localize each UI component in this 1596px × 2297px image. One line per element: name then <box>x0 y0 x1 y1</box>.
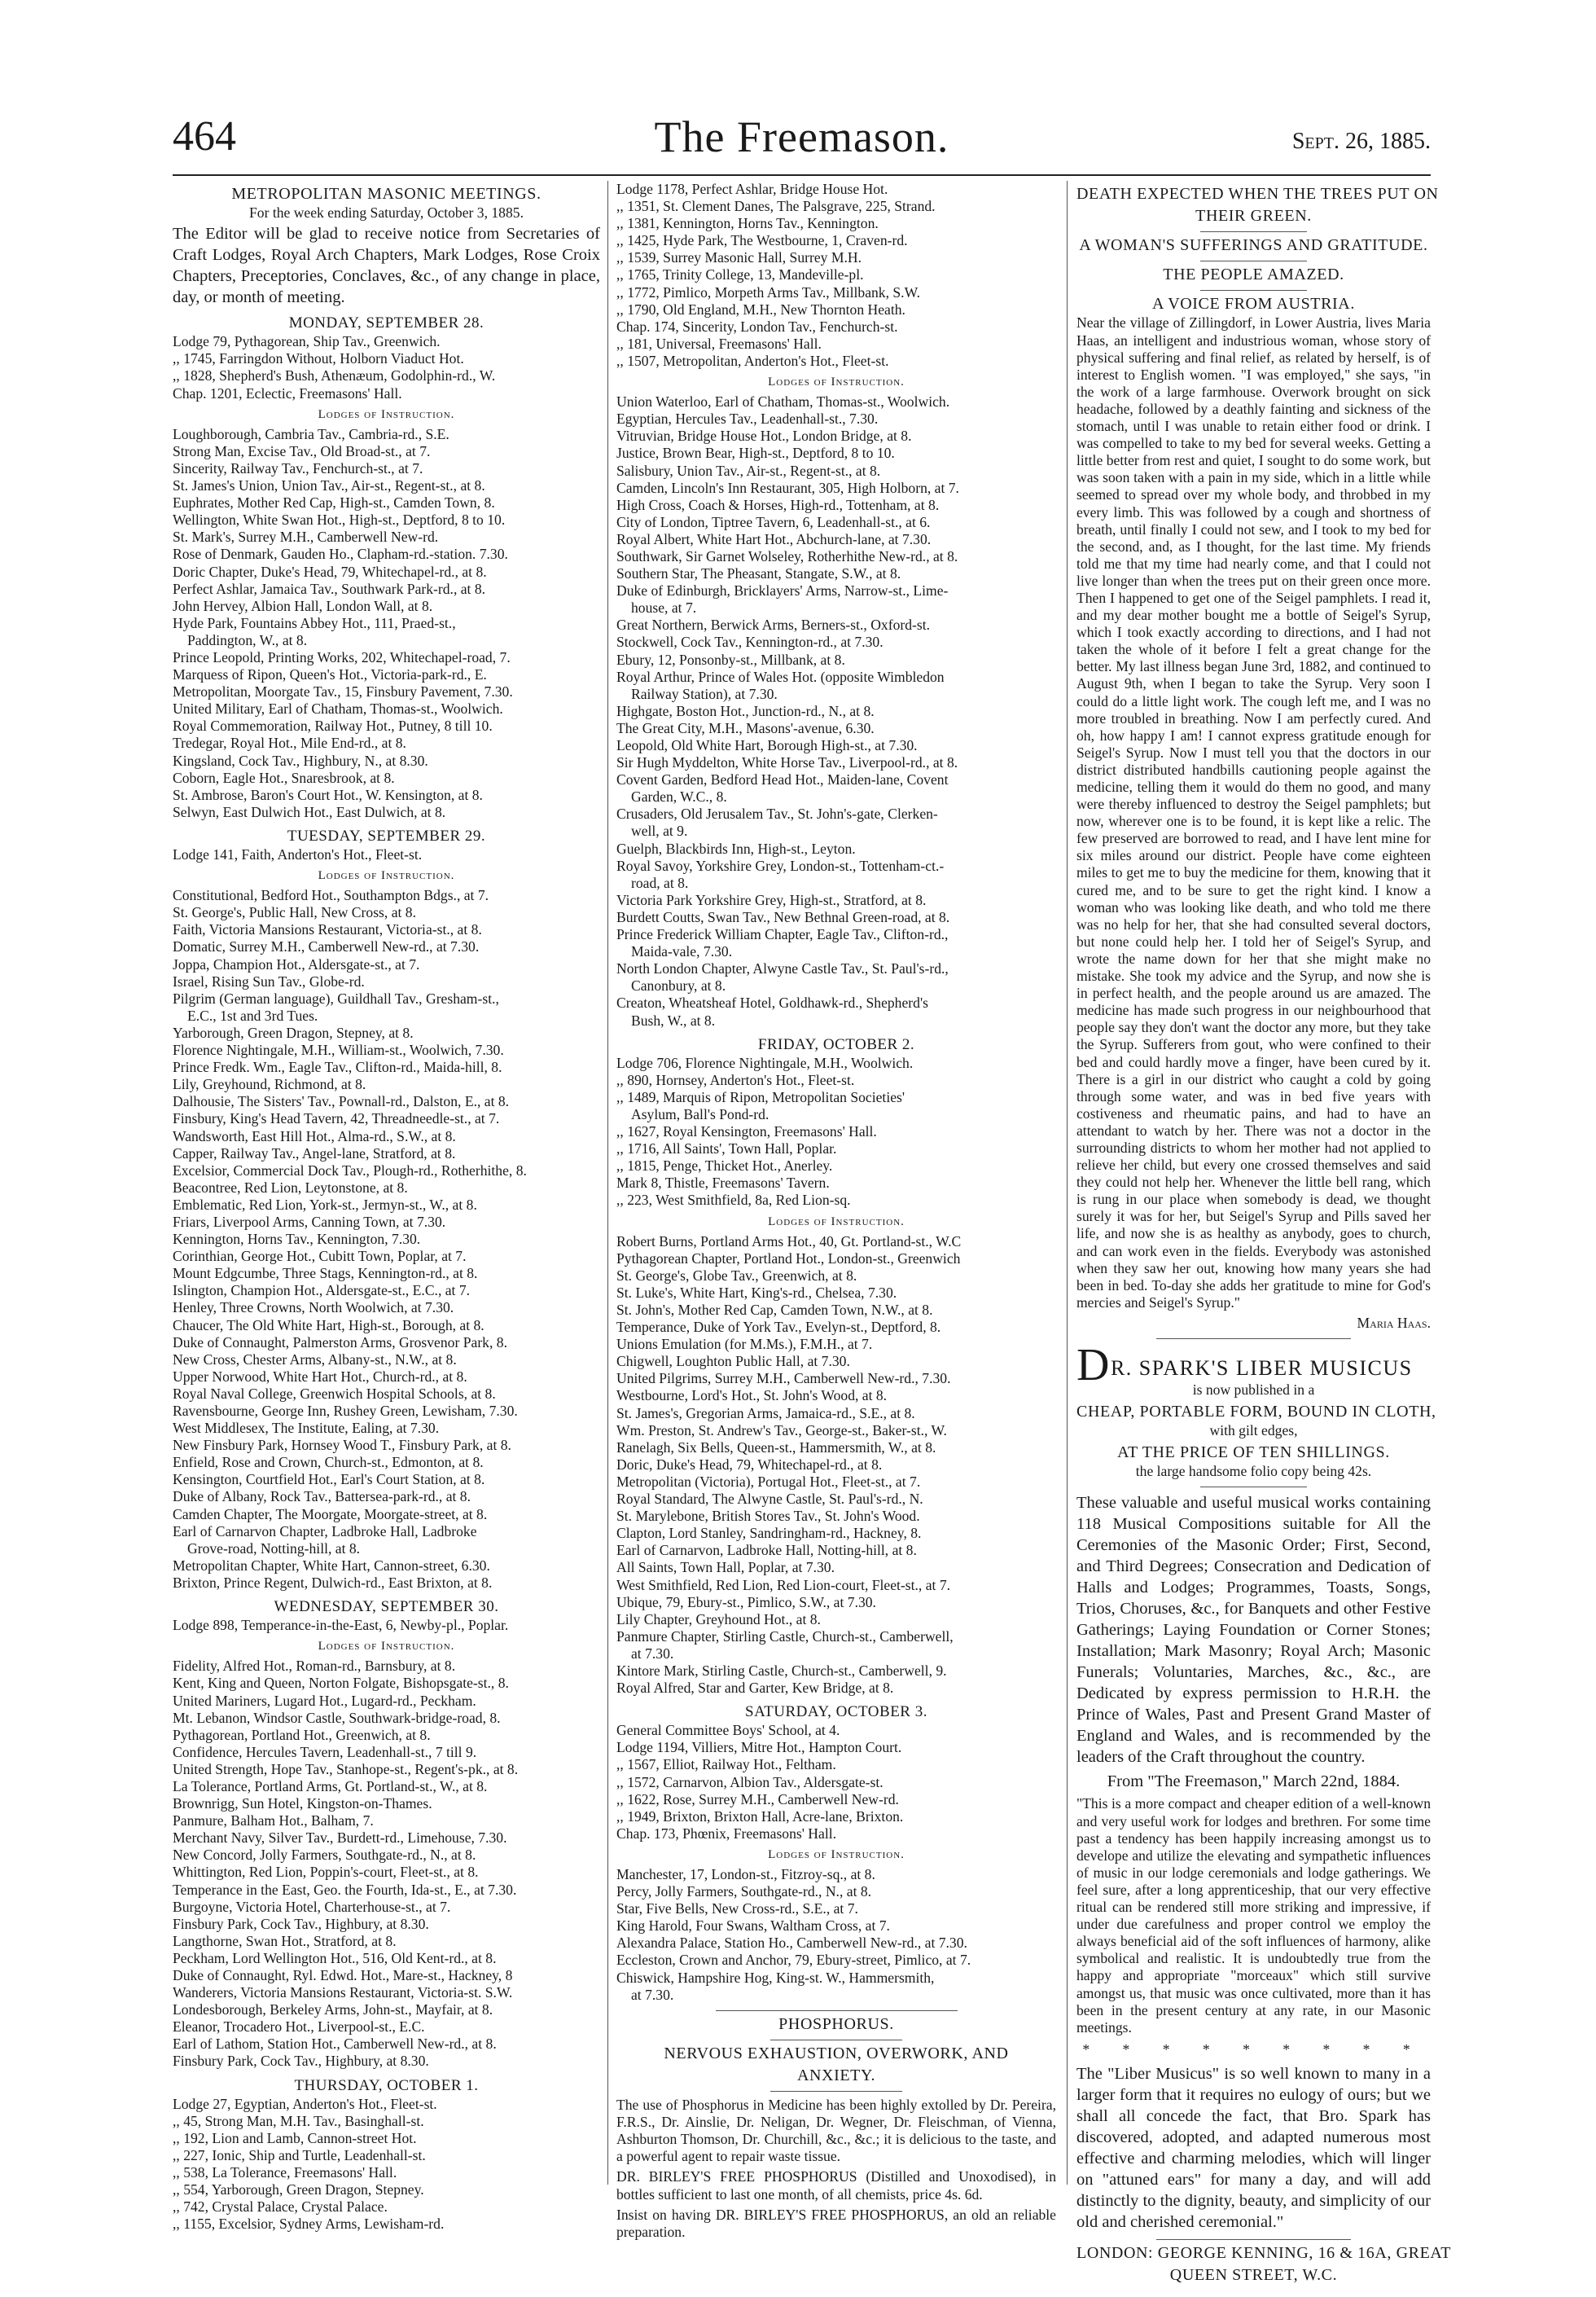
listing-line: Mt. Lebanon, Windsor Castle, Southwark-bridge-road, 8. <box>173 1709 501 1726</box>
listing-line: Camden Chapter, The Moorgate, Moorgate-street, at 8. <box>173 1505 488 1522</box>
section-stars: * * * * * * * * * <box>1082 2040 1425 2058</box>
separator-rule <box>770 2091 902 2092</box>
listing-line: Lodge 27, Egyptian, Anderton's Hot., Fleet-st. <box>173 2095 437 2112</box>
section-heading: ANXIETY. <box>796 2066 876 2084</box>
centered-text: For the week ending Saturday, October 3, 1885. <box>249 204 524 222</box>
listing-line: Ebury, 12, Ponsonby-st., Millbank, at 8. <box>616 651 845 668</box>
listing-line: Royal Standard, The Alwyne Castle, St. Paul's-rd., N. <box>616 1491 923 1508</box>
day-heading: THURSDAY, OCTOBER 1. <box>294 2076 479 2094</box>
listing-continuation: at 7.30. <box>631 1986 674 2003</box>
listing-line: Kingsland, Cock Tav., Highbury, N., at 8.30. <box>173 752 428 769</box>
day-heading: MONDAY, SEPTEMBER 28. <box>288 314 484 332</box>
listing-line: Union Waterloo, Earl of Chatham, Thomas-st., Woolwich. <box>616 393 950 411</box>
section-heading: LONDON: GEORGE KENNING, 16 & 16A, GREAT <box>1076 2243 1452 2262</box>
listing-line: La Tolerance, Portland Arms, Gt. Portland-st., W., at 8. <box>173 1777 488 1794</box>
listing-line: ,, 45, Strong Man, M.H. Tav., Basinghall-st. <box>173 2112 424 2129</box>
listing-line: Highgate, Boston Hot., Junction-rd., N., at 8. <box>616 702 875 719</box>
listing-line: Sincerity, Railway Tav., Fenchurch-st., at 7. <box>173 459 423 477</box>
listing-line: Excelsior, Commercial Dock Tav., Plough-rd., Rotherhithe, 8. <box>173 1162 527 1179</box>
listing-line: Loughborough, Cambria Tav., Cambria-rd., S.E. <box>173 425 449 442</box>
listing-line: Unions Emulation (for M.Ms.), F.M.H., at 7. <box>616 1336 873 1353</box>
signature: Maria Haas. <box>1357 1314 1431 1331</box>
centered-text: From "The Freemason," March 22nd, 1884. <box>1107 1772 1401 1791</box>
listing-line: Prince Leopold, Printing Works, 202, Whitechapel-road, 7. <box>173 648 511 665</box>
listing-continuation: well, at 9. <box>631 823 688 840</box>
listing-line: Rose of Denmark, Gauden Ho., Clapham-rd.-station. 7.30. <box>173 546 508 563</box>
listing-line: St. John's, Mother Red Cap, Camden Town, N.W., at 8. <box>616 1302 933 1318</box>
listing-line: Lodge 1178, Perfect Ashlar, Bridge House Hot. <box>616 181 888 197</box>
separator-rule <box>1156 2239 1351 2240</box>
listing-line: Brownrigg, Sun Hotel, Kingston-on-Thames. <box>173 1795 432 1812</box>
listing-line: Vitruvian, Bridge House Hot., London Bridge, at 8. <box>616 428 912 445</box>
listing-line: United Mariners, Lugard Hot., Lugard-rd., Peckham. <box>173 1692 476 1709</box>
listing-line: Whittington, Red Lion, Poppin's-court, Fleet-st., at 8. <box>173 1864 479 1881</box>
subsection-heading: Lodges of Instruction. <box>318 869 455 883</box>
column-divider <box>607 181 608 2185</box>
listing-line: Earl of Lathom, Station Hot., Camberwell New-rd., at 8. <box>173 2036 497 2053</box>
listing-line: Creaton, Wheatsheaf Hotel, Goldhawk-rd., Shepherd's <box>616 995 928 1012</box>
listing-line: ,, 1539, Surrey Masonic Hall, Surrey M.H. <box>616 249 862 266</box>
listing-line: ,, 1567, Elliot, Railway Hot., Feltham. <box>616 1756 836 1773</box>
listing-line: ,, 1381, Kennington, Horns Tav., Kennington. <box>616 215 879 232</box>
listing-line: ,, 1351, St. Clement Danes, The Palsgrave, 225, Strand. <box>616 198 936 215</box>
masthead-rule <box>173 174 1431 176</box>
listing-line: Upper Norwood, White Hart Hot., Church-rd., at 8. <box>173 1368 467 1385</box>
listing-line: ,, 1627, Royal Kensington, Freemasons' Hall. <box>616 1123 877 1140</box>
listing-line: Prince Frederick William Chapter, Eagle Tav., Clifton-rd., <box>616 926 949 943</box>
listing-line: Chiswick, Hampshire Hog, King-st. W., Hammersmith, <box>616 1969 935 1986</box>
listing-line: Covent Garden, Bedford Head Hot., Maiden-lane, Covent <box>616 771 949 788</box>
paragraph: DR. BIRLEY'S FREE PHOSPHORUS (Distilled and Unoxodised), in bottles sufficient to last one month, of all chemists, price 4s. 6d. <box>616 2168 1056 2203</box>
newspaper-title: The Freemason. <box>654 112 949 161</box>
listing-line: New Finsbury Park, Hornsey Wood T., Finsbury Park, at 8. <box>173 1437 511 1454</box>
listing-line: Kensington, Courtfield Hot., Earl's Court Station, at 8. <box>173 1471 485 1488</box>
listing-line: Doric Chapter, Duke's Head, 79, Whitechapel-rd., at 8. <box>173 563 487 580</box>
listing-line: St. George's, Globe Tav., Greenwich, at 8. <box>616 1267 857 1284</box>
section-heading: METROPOLITAN MASONIC MEETINGS. <box>231 185 542 203</box>
listing-continuation: Paddington, W., at 8. <box>187 631 308 648</box>
listing-line: Kent, King and Queen, Norton Folgate, Bishopsgate-st., 8. <box>173 1675 509 1692</box>
paragraph: The Editor will be glad to receive notice from Secretaries of Craft Lodges, Royal Arch Chapters, Mark Lodges, Rose Croix Chapters, Preceptories, Conclaves, &c., of any change in place, day, or month of meeting. <box>173 225 600 307</box>
listing-line: Manchester, 17, London-st., Fitzroy-sq., at 8. <box>616 1866 875 1882</box>
listing-line: Florence Nightingale, M.H., William-st., Woolwich, 7.30. <box>173 1042 504 1059</box>
listing-line: Burgoyne, Victoria Hotel, Charterhouse-st., at 7. <box>173 1898 451 1915</box>
listing-line: Star, Five Bells, New Cross-rd., S.E., at 7. <box>616 1900 858 1917</box>
listing-line: Stockwell, Cock Tav., Kennington-rd., at 7.30. <box>616 634 884 651</box>
paragraph: Insist on having DR. BIRLEY'S FREE PHOSPHORUS, an old an reliable preparation. <box>616 2206 1056 2240</box>
listing-line: ,, 1745, Farringdon Without, Holborn Viaduct Hot. <box>173 350 464 367</box>
listing-line: Justice, Brown Bear, High-st., Deptford, 8 to 10. <box>616 445 895 462</box>
listing-line: ,, 1790, Old England, M.H., New Thornton Heath. <box>616 301 905 318</box>
listing-line: John Hervey, Albion Hall, London Wall, at 8. <box>173 597 433 614</box>
centered-text: the large handsome folio copy being 42s. <box>1135 1463 1372 1480</box>
listing-continuation: road, at 8. <box>631 874 689 891</box>
listing-line: High Cross, Coach & Horses, High-rd., Tottenham, at 8. <box>616 496 940 513</box>
listing-line: Eleanor, Trocadero Hot., Liverpool-st., E.C. <box>173 2018 425 2036</box>
listing-line: ,, 1507, Metropolitan, Anderton's Hot., Fleet-st. <box>616 352 889 369</box>
listing-line: Ubique, 79, Ebury-st., Pimlico, S.W., at 7.30. <box>616 1593 876 1610</box>
listing-line: Wandsworth, East Hill Hot., Alma-rd., S.W., at 8. <box>173 1127 456 1144</box>
listing-line: Brixton, Prince Regent, Dulwich-rd., East Brixton, at 8. <box>173 1574 493 1591</box>
listing-line: Israel, Rising Sun Tav., Globe-rd. <box>173 973 365 990</box>
listing-line: Lodge 141, Faith, Anderton's Hot., Fleet-st. <box>173 846 423 863</box>
listing-continuation: Asylum, Ball's Pond-rd. <box>631 1105 770 1122</box>
listing-line: Domatic, Surrey M.H., Camberwell New-rd., at 7.30. <box>173 938 480 955</box>
listing-line: Victoria Park Yorkshire Grey, High-st., Stratford, at 8. <box>616 891 927 908</box>
section-heading: THE PEOPLE AMAZED. <box>1163 266 1344 284</box>
listing-line: General Committee Boys' School, at 4. <box>616 1722 840 1739</box>
listing-line: Chigwell, Loughton Public Hall, at 7.30. <box>616 1353 850 1370</box>
listing-line: Islington, Champion Hot., Aldersgate-st., E.C., at 7. <box>173 1282 471 1299</box>
listing-line: ,, 223, West Smithfield, 8a, Red Lion-sq. <box>616 1192 851 1209</box>
listing-line: Wm. Preston, St. Andrew's Tav., George-st., Baker-st., W. <box>616 1421 947 1438</box>
listing-line: Guelph, Blackbirds Inn, High-st., Leyton. <box>616 840 856 857</box>
section-heading: QUEEN STREET, W.C. <box>1169 2265 1338 2284</box>
listing-line: Coborn, Eagle Hot., Snaresbrook, at 8. <box>173 769 395 786</box>
listing-line: Duke of Connaught, Palmerston Arms, Grosvenor Park, 8. <box>173 1333 507 1351</box>
listing-line: Royal Commemoration, Railway Hot., Putney, 8 till 10. <box>173 718 493 735</box>
listing-line: Londesborough, Berkeley Arms, John-st., Mayfair, at 8. <box>173 2001 493 2018</box>
section-heading: NERVOUS EXHAUSTION, OVERWORK, AND <box>664 2044 1009 2062</box>
listing-continuation: Maida-vale, 7.30. <box>631 943 733 960</box>
listing-line: St. Mark's, Surrey M.H., Camberwell New-rd. <box>173 529 439 546</box>
listing-line: City of London, Tiptree Tavern, 6, Leadenhall-st., at 6. <box>616 513 931 530</box>
listing-line: All Saints, Town Hall, Poplar, at 7.30. <box>616 1559 835 1576</box>
column-left <box>173 181 600 2233</box>
listing-line: Finsbury Park, Cock Tav., Highbury, at 8.30. <box>173 2053 429 2070</box>
listing-line: Duke of Connaught, Ryl. Edwd. Hot., Mare-st., Hackney, 8 <box>173 1967 513 1983</box>
column-divider <box>1067 181 1068 2185</box>
listing-line: Enfield, Rose and Crown, Church-st., Edmonton, at 8. <box>173 1454 484 1471</box>
listing-line: Earl of Carnarvon Chapter, Ladbroke Hall, Ladbroke <box>173 1522 477 1539</box>
listing-line: Temperance, Duke of York Tav., Evelyn-st., Deptford, 8. <box>616 1319 941 1336</box>
listing-line: Beacontree, Red Lion, Leytonstone, at 8. <box>173 1179 408 1196</box>
listing-line: St. James's Union, Union Tav., Air-st., Regent-st., at 8. <box>173 477 485 494</box>
listing-line: Marquess of Ripon, Queen's Hot., Victoria-park-rd., E. <box>173 666 487 683</box>
column-right <box>1076 181 1452 2286</box>
listing-line: Euphrates, Mother Red Cap, High-st., Camden Town, 8. <box>173 494 495 512</box>
listing-line: Yarborough, Green Dragon, Stepney, at 8. <box>173 1024 414 1041</box>
listing-line: Perfect Ashlar, Jamaica Tav., Southwark Park-rd., at 8. <box>173 580 486 597</box>
listing-line: Fidelity, Alfred Hot., Roman-rd., Barnsbury, at 8. <box>173 1658 456 1675</box>
listing-line: Confidence, Hercules Tavern, Leadenhall-st., 7 till 9. <box>173 1743 477 1760</box>
listing-line: ,, 554, Yarborough, Green Dragon, Stepney. <box>173 2181 424 2198</box>
issue-date: Sept. 26, 1885. <box>1291 129 1431 154</box>
listing-line: Lily, Greyhound, Richmond, at 8. <box>173 1076 366 1093</box>
listing-line: Hyde Park, Fountains Abbey Hot., 111, Praed-st., <box>173 614 456 631</box>
subsection-heading: Lodges of Instruction. <box>768 1214 905 1228</box>
listing-line: Metropolitan Chapter, White Hart, Cannon-street, 6.30. <box>173 1557 490 1574</box>
listing-line: Selwyn, East Dulwich Hot., East Dulwich, at 8. <box>173 803 446 820</box>
listing-line: Capper, Railway Tav., Angel-lane, Stratford, at 8. <box>173 1144 456 1162</box>
separator-rule <box>1200 231 1307 232</box>
listing-line: Chap. 173, Phœnix, Freemasons' Hall. <box>616 1825 836 1842</box>
listing-line: Panmure Chapter, Stirling Castle, Church-st., Camberwell, <box>616 1627 954 1645</box>
masthead <box>173 112 1431 168</box>
listing-line: Doric, Duke's Head, 79, Whitechapel-rd., at 8. <box>616 1456 883 1473</box>
listing-line: Henley, Three Crowns, North Woolwich, at 7.30. <box>173 1299 454 1316</box>
listing-line: Clapton, Lord Stanley, Sandringham-rd., Hackney, 8. <box>616 1525 922 1542</box>
listing-line: Chaucer, The Old White Hart, High-st., Borough, at 8. <box>173 1316 484 1333</box>
listing-line: Corinthian, George Hot., Cubitt Town, Poplar, at 7. <box>173 1248 467 1265</box>
listing-line: Eccleston, Crown and Anchor, 79, Ebury-street, Pimlico, at 7. <box>616 1952 971 1969</box>
section-heading: CHEAP, PORTABLE FORM, BOUND IN CLOTH, <box>1076 1403 1436 1421</box>
day-heading: TUESDAY, SEPTEMBER 29. <box>287 827 486 845</box>
listing-line: St. Marylebone, British Stores Tav., St. John's Wood. <box>616 1508 920 1525</box>
listing-line: Chap. 174, Sincerity, London Tav., Fenchurch-st. <box>616 318 898 335</box>
day-heading: SATURDAY, OCTOBER 3. <box>745 1703 927 1721</box>
centered-text: is now published in a <box>1192 1381 1315 1398</box>
listing-line: St. George's, Public Hall, New Cross, at 8. <box>173 904 416 921</box>
listing-line: Temperance in the East, Geo. the Fourth, Ida-st., E., at 7.30. <box>173 1881 517 1898</box>
listing-line: ,, 1716, All Saints', Town Hall, Poplar. <box>616 1140 837 1157</box>
listing-line: Percy, Jolly Farmers, Southgate-rd., N., at 8. <box>616 1883 872 1900</box>
listing-line: Burdett Coutts, Swan Tav., New Bethnal Green-road, at 8. <box>616 908 950 925</box>
listing-line: Lodge 79, Pythagorean, Ship Tav., Greenwich. <box>173 333 441 350</box>
paragraph: The "Liber Musicus" is so well known to many in a larger form that it requires no eulogy of ours; but we shall all concede the fact, that Bro. Spark has discovered, adopted, and adapted numerous most effective and charming melodies, which will linger on "attuned ears" for many a day, and will add distinctly to the dignity, beauty, and simplicity of our old and cherished ceremonial." <box>1076 2064 1431 2231</box>
listing-line: New Cross, Chester Arms, Albany-st., N.W., at 8. <box>173 1351 457 1368</box>
subsection-heading: Lodges of Instruction. <box>318 407 455 421</box>
listing-line: ,, 742, Crystal Palace, Crystal Palace. <box>173 2198 388 2216</box>
separator-rule <box>1156 1338 1351 1339</box>
listing-line: Robert Burns, Portland Arms Hot., 40, Gt. Portland-st., W.C <box>616 1232 962 1250</box>
listing-line: King Harold, Four Swans, Waltham Cross, at 7. <box>616 1917 890 1935</box>
listing-line: ,, 1828, Shepherd's Bush, Athenæum, Godolphin-rd., W. <box>173 367 496 384</box>
listing-line: Leopold, Old White Hart, Borough High-st., at 7.30. <box>616 737 918 753</box>
listing-line: St. James's, Gregorian Arms, Jamaica-rd., S.E., at 8. <box>616 1404 915 1421</box>
listing-continuation: Canonbury, at 8. <box>631 977 726 995</box>
listing-line: Lodge 898, Temperance-in-the-East, 6, Newby-pl., Poplar. <box>173 1617 509 1634</box>
subsection-heading: Lodges of Instruction. <box>768 376 905 389</box>
listing-line: ,, 890, Hornsey, Anderton's Hot., Fleet-st. <box>616 1071 855 1088</box>
section-heading: AT THE PRICE OF TEN SHILLINGS. <box>1117 1443 1390 1462</box>
listing-line: United Military, Earl of Chatham, Thomas-st., Woolwich. <box>173 701 503 718</box>
listing-line: ,, 538, La Tolerance, Freemasons' Hall. <box>173 2164 397 2181</box>
section-heading: A WOMAN'S SUFFERINGS AND GRATITUDE. <box>1079 236 1428 255</box>
listing-line: ,, 1765, Trinity College, 13, Mandeville-pl. <box>616 266 864 283</box>
listing-line: Prince Fredk. Wm., Eagle Tav., Clifton-rd., Maida-hill, 8. <box>173 1059 502 1076</box>
section-heading: A VOICE FROM AUSTRIA. <box>1152 295 1355 314</box>
listing-line: ,, 1815, Penge, Thicket Hot., Anerley. <box>616 1157 833 1175</box>
listing-line: Royal Alfred, Star and Garter, Kew Bridge, at 8. <box>616 1680 894 1697</box>
listing-line: Alexandra Palace, Station Ho., Camberwell New-rd., at 7.30. <box>616 1935 967 1952</box>
listing-continuation: Bush, W., at 8. <box>631 1012 716 1029</box>
paragraph: "This is a more compact and cheaper edition of a well-known and very useful work for lodges and brethren. For some time past a tendency has been happily increasing amongst us to develope and utilize the elevating and sympathetic influences of music in our lodge ceremonials and lodge gatherings. We feel sure, after a long apprenticeship, that our very effective ritual can be rendered still more striking and impressive, if under due carefulness and proper control we employ the always beneficial aid of the soft influences of harmony, alike symbolical and realistic. It is undoubtedly true from the happy and appropriate "morceaux" which still survive amongst us, that music was once cultivated, more than it has been in the present century at any rate, in our Masonic meetings. <box>1076 1795 1431 2036</box>
drop-cap: D <box>1076 1340 1111 1390</box>
listing-line: Emblematic, Red Lion, York-st., Jermyn-st., W., at 8. <box>173 1196 477 1213</box>
listing-line: Chap. 1201, Eclectic, Freemasons' Hall. <box>173 384 402 402</box>
subsection-heading: Lodges of Instruction. <box>768 1847 905 1861</box>
listing-line: Mark 8, Thistle, Freemasons' Tavern. <box>616 1175 830 1192</box>
listing-line: ,, 227, Ionic, Ship and Turtle, Leadenhall-st. <box>173 2146 426 2163</box>
day-heading: WEDNESDAY, SEPTEMBER 30. <box>274 1598 499 1616</box>
listing-line: Wellington, White Swan Hot., High-st., Deptford, 8 to 10. <box>173 512 506 529</box>
listing-line: North London Chapter, Alwyne Castle Tav., St. Paul's-rd., <box>616 960 949 977</box>
listing-line: Friars, Liverpool Arms, Canning Town, at 7.30. <box>173 1213 446 1230</box>
listing-line: Kintore Mark, Stirling Castle, Church-st., Camberwell, 9. <box>616 1662 947 1679</box>
listing-line: Constitutional, Bedford Hot., Southampton Bdgs., at 7. <box>173 887 489 904</box>
day-heading: FRIDAY, OCTOBER 2. <box>757 1035 915 1053</box>
listing-line: Sir Hugh Myddelton, White Horse Tav., Liverpool-rd., at 8. <box>616 754 958 771</box>
listing-line: Southwark, Sir Garnet Wolseley, Rotherhithe New-rd., at 8. <box>616 547 958 564</box>
listing-line: Langthorne, Swan Hot., Stratford, at 8. <box>173 1932 397 1949</box>
paragraph: The use of Phosphorus in Medicine has been highly extolled by Dr. Pereira, F.R.S., Dr. Ainslie, Dr. Neligan, Dr. Wegner, Dr. Fleischman, of Vienna, Ashburton Thomson, Dr. Churchill, &c., &c.; it is delicious to the taste, and a powerful agent to repair waste tissue. <box>616 2097 1056 2165</box>
listing-line: Earl of Carnarvon, Ladbroke Hall, Notting-hill, at 8. <box>616 1542 917 1559</box>
listing-line: Royal Arthur, Prince of Wales Hot. (opposite Wimbledon <box>616 668 945 685</box>
listing-line: Merchant Navy, Silver Tav., Burdett-rd., Limehouse, 7.30. <box>173 1829 507 1847</box>
listing-line: Finsbury Park, Cock Tav., Highbury, at 8.30. <box>173 1915 429 1932</box>
column-middle <box>616 181 1056 2244</box>
listing-line: Panmure, Balham Hot., Balham, 7. <box>173 1812 374 1829</box>
listing-line: Westbourne, Lord's Hot., St. John's Wood, at 8. <box>616 1387 888 1404</box>
listing-line: New Concord, Jolly Farmers, Southgate-rd., N., at 8. <box>173 1847 476 1864</box>
listing-line: Pythagorean Chapter, Portland Hot., London-st., Greenwich <box>616 1250 961 1267</box>
listing-line: Lodge 1194, Villiers, Mitre Hot., Hampton Court. <box>616 1739 902 1756</box>
listing-line: Tredegar, Royal Hot., Mile End-rd., at 8. <box>173 735 406 752</box>
listing-continuation: Garden, W.C., 8. <box>631 788 727 806</box>
paragraph: These valuable and useful musical works containing 118 Musical Compositions suitable for All the Ceremonies of the Masonic Order; First, Second, and Third Degrees; Consecration and Dedication of Halls and Lodges; Programmes, Toasts, Songs, Trios, Choruses, &c., for Banquets and other Festive Gatherings; Laying Foundation or Corner Stones; Installation; Mark Masonry; Royal Arch; Masonic Funerals; Voluntaries, Marches, &c., &c., are Dedicated by express permission to H.R.H. the Prince of Wales, Past and Present Grand Master of England and Wales, and is recommended by the leaders of the Craft throughout the country. <box>1076 1494 1431 1767</box>
listing-line: ,, 1622, Rose, Surrey M.H., Camberwell New-rd. <box>616 1790 899 1807</box>
listing-line: St. Ambrose, Baron's Court Hot., W. Kensington, at 8. <box>173 786 483 803</box>
listing-line: Royal Savoy, Yorkshire Grey, London-st., Tottenham-ct.- <box>616 857 945 874</box>
listing-line: Salisbury, Union Tav., Air-st., Regent-st., at 8. <box>616 462 881 479</box>
listing-line: Wanderers, Victoria Mansions Restaurant, Victoria-st. S.W. <box>173 1984 513 2001</box>
separator-rule <box>1200 290 1307 291</box>
listing-line: Royal Naval College, Greenwich Hospital Schools, at 8. <box>173 1385 496 1402</box>
listing-continuation: at 7.30. <box>631 1645 674 1662</box>
listing-line: The Great City, M.H., Masons'-avenue, 6.30. <box>616 719 875 736</box>
listing-line: Ravensbourne, George Inn, Rushey Green, Lewisham, 7.30. <box>173 1403 518 1419</box>
listing-line: Lily Chapter, Greyhound Hot., at 8. <box>616 1610 821 1627</box>
listing-line: Pilgrim (German language), Guildhall Tav., Gresham-st., <box>173 990 499 1007</box>
section-heading: THEIR GREEN. <box>1195 207 1312 226</box>
listing-line: Great Northern, Berwick Arms, Berners-st., Oxford-st. <box>616 617 931 634</box>
listing-line: ,, 192, Lion and Lamb, Cannon-street Hot. <box>173 2129 417 2146</box>
listing-line: Egyptian, Hercules Tav., Leadenhall-st., 7.30. <box>616 411 879 428</box>
listing-line: ,, 181, Universal, Freemasons' Hall. <box>616 335 822 352</box>
listing-line: ,, 1572, Carnarvon, Albion Tav., Aldersgate-st. <box>616 1773 884 1790</box>
listing-line: Southern Star, The Pheasant, Stangate, S.W., at 8. <box>616 565 901 582</box>
listing-line: West Smithfield, Red Lion, Red Lion-court, Fleet-st., at 7. <box>616 1576 951 1593</box>
page-number: 464 <box>173 113 236 160</box>
listing-line: Peckham, Lord Wellington Hot., 516, Old Kent-rd., at 8. <box>173 1949 497 1966</box>
listing-line: ,, 1489, Marquis of Ripon, Metropolitan Societies' <box>616 1088 905 1105</box>
listing-line: ,, 1155, Excelsior, Sydney Arms, Lewisham-rd. <box>173 2216 445 2233</box>
listing-line: Faith, Victoria Mansions Restaurant, Victoria-st., at 8. <box>173 921 482 938</box>
listing-line: Duke of Edinburgh, Bricklayers' Arms, Narrow-st., Lime- <box>616 582 949 600</box>
listing-line: United Strength, Hope Tav., Stanhope-st., Regent's-pk., at 8. <box>173 1760 519 1777</box>
listing-continuation: E.C., 1st and 3rd Tues. <box>187 1007 318 1024</box>
listing-line: Dalhousie, The Sisters' Tav., Pownall-rd., Dalston, E., at 8. <box>173 1093 510 1110</box>
section-heading: PHOSPHORUS. <box>778 2014 894 2033</box>
listing-line: Strong Man, Excise Tav., Old Broad-st., at 7. <box>173 442 431 459</box>
centered-text: with gilt edges, <box>1209 1422 1298 1439</box>
paragraph: Near the village of Zillingdorf, in Lower Austria, lives Maria Haas, an intelligent and industrious woman, whose story of physical suffering and final relief, as related by herself, is of interest to English women. "I was employed," she says, "in the work of a large farmhouse. Overwork brought on sick headache, followed by a deathly fainting and sickness of the stomach, until I was unable to retain either food or drink. I was compelled to take to my bed for several weeks. Getting a little better from rest and quiet, I sought to do some work, but was soon taken with a pain in my side, which in a little while seemed to spread over my whole body, and throbbed in my every limb. This was followed by a cough and shortness of breath, until finally I could not sew, and I took to my bed for the second, and, as I thought, for the last time. My friends told me that my time had nearly come, and that I could not live longer than when the trees put on their green once more. Then I happened to get one of the Seigel pamphlets. I read it, and my dear mother bought me a bottle of Seigel's Syrup, which I took exactly according to directions, and I had not taken the whole of it before I felt a great change for the better. My last illness began June 3rd, 1882, and continued to August 9th, when I began to take the Syrup. Very soon I could do a little light work. The cough left me, and I was no more troubled in breathing. Now I am perfectly cured. And oh, how happy I am! I cannot express gratitude enough for Seigel's Syrup. Now I must tell you that the doctors in our district distributed handbills cautioning people against the medicine, telling them it would do them no good, and many were thereby influenced to destroy the Seigel pamphlets; but now, wherever one is to be found, it is kept like a relic. The few preserved are borrowed to read, and I have lent mine for six miles around our district. People have come eighteen miles to get me to buy the medicine for them, knowing that it cured me, and to be sure to get the right kind. I know a woman who was looking like death, and who told me there was no help for her, that she had consulted several doctors, but none could help her. I told her of Seigel's Syrup, and wrote the name down for her that she might make no mistake. She took my advice and the Syrup, and now she is in perfect health, and the people around us are amazed. The medicine has made such progress in our neighbourhood that people say they don't want the doctor any more, but they take the Syrup. Sufferers from gout, who were confined to their bed and could hardly move a finger, have been cured by it. There is a girl in our district who caught a cold by going through some water, and was in bed five years with costiveness and rheumatic pains, and had to have an attendant to watch by her. There was not a doctor in the surrounding districts to whom her mother had not applied to relieve her child, but every one crossed themselves and said they could not help her. Whenever the little bell rang, which is rung in our place when somebody is dead, we thought surely it was for her, but Seigel's Syrup and Pills saved her life, and now she is as healthy as anybody, goes to church, and can work even in the fields. Everybody was astonished when they saw her out, knowing how many years she had been in bed. To-day she adds her gratitude to mine for God's mercies and Seigel's Syrup." <box>1076 314 1431 1311</box>
listing-line: Camden, Lincoln's Inn Restaurant, 305, High Holborn, at 7. <box>616 479 959 496</box>
listing-line: Mount Edgcumbe, Three Stags, Kennington-rd., at 8. <box>173 1265 478 1282</box>
advert-heading-text: R. SPARK'S LIBER MUSICUS <box>1110 1356 1413 1380</box>
subsection-heading: Lodges of Instruction. <box>318 1640 455 1654</box>
listing-line: ,, 1949, Brixton, Brixton Hall, Acre-lane, Brixton. <box>616 1807 904 1825</box>
separator-rule <box>716 2010 958 2011</box>
listing-line: ,, 1772, Pimlico, Morpeth Arms Tav., Millbank, S.W. <box>616 283 920 301</box>
listing-line: Lodge 706, Florence Nightingale, M.H., Woolwich. <box>616 1054 914 1071</box>
listing-line: Metropolitan (Victoria), Portugal Hot., Fleet-st., at 7. <box>616 1473 921 1490</box>
listing-line: Royal Albert, White Hart Hot., Abchurch-lane, at 7.30. <box>616 530 932 547</box>
listing-continuation: Railway Station), at 7.30. <box>631 685 778 702</box>
section-heading: DEATH EXPECTED WHEN THE TREES PUT ON <box>1076 185 1439 203</box>
listing-line: Joppa, Champion Hot., Aldersgate-st., at 7. <box>173 955 420 973</box>
listing-line: Metropolitan, Moorgate Tav., 15, Finsbury Pavement, 7.30. <box>173 683 513 701</box>
listing-line: United Pilgrims, Surrey M.H., Camberwell New-rd., 7.30. <box>616 1370 951 1387</box>
listing-continuation: house, at 7. <box>631 600 697 617</box>
listing-line: Ranelagh, Six Bells, Queen-st., Hammersmith, W., at 8. <box>616 1438 936 1456</box>
listing-line: Finsbury, King's Head Tavern, 42, Threadneedle-st., at 7. <box>173 1110 500 1127</box>
listing-line: Pythagorean, Portland Hot., Greenwich, at 8. <box>173 1726 431 1743</box>
listing-line: St. Luke's, White Hart, King's-rd., Chelsea, 7.30. <box>616 1284 897 1301</box>
listing-line: Duke of Albany, Rock Tav., Battersea-park-rd., at 8. <box>173 1488 471 1505</box>
listing-line: West Middlesex, The Institute, Ealing, at 7.30. <box>173 1420 440 1437</box>
listing-continuation: Grove-road, Notting-hill, at 8. <box>187 1539 361 1557</box>
listing-line: ,, 1425, Hyde Park, The Westbourne, 1, Craven-rd. <box>616 232 908 249</box>
listing-line: Crusaders, Old Jerusalem Tav., St. John's-gate, Clerken- <box>616 806 938 823</box>
listing-line: Kennington, Horns Tav., Kennington, 7.30. <box>173 1231 421 1248</box>
